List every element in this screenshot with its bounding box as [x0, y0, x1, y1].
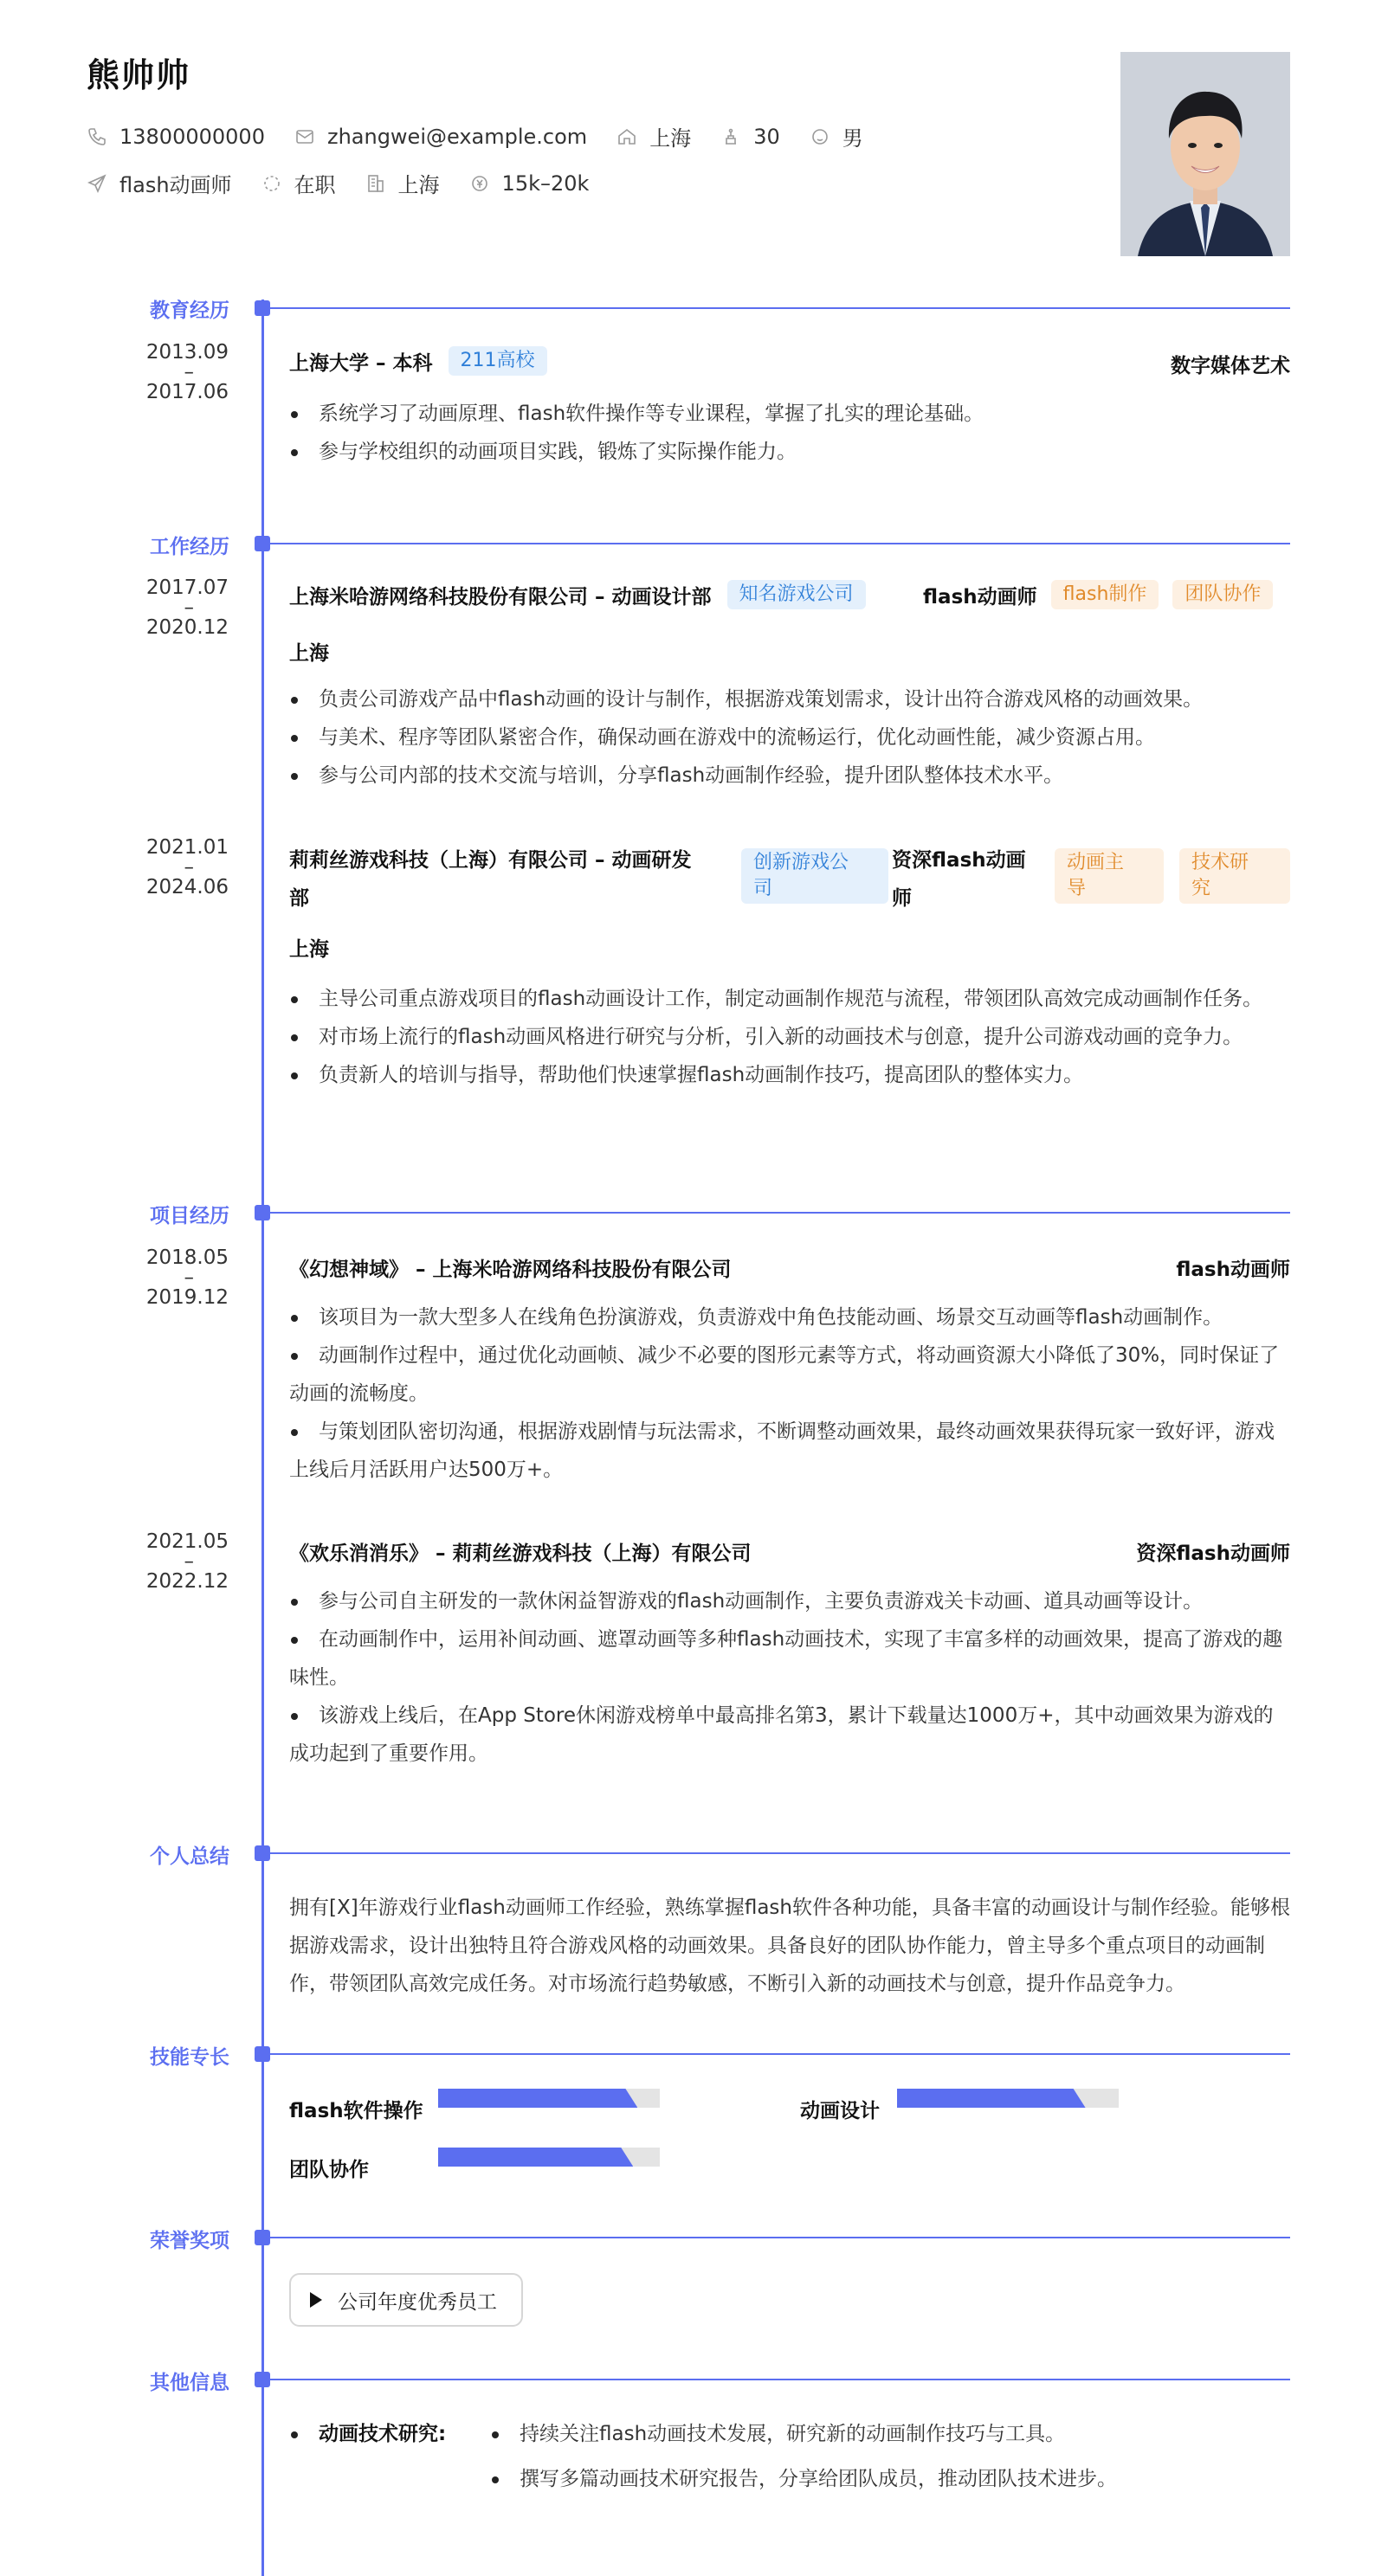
- company-name-line: 莉莉丝游戏科技（上海）有限公司 – 动画研发: [289, 849, 692, 872]
- date-dash: –: [184, 856, 194, 879]
- section-dot: [255, 2372, 270, 2387]
- section-divider: [270, 1852, 1290, 1854]
- skill-bar-track: [438, 2089, 660, 2108]
- position-info: [87, 168, 232, 198]
- gender-text: 男: [842, 126, 863, 151]
- date-end: 2022.12: [145, 1570, 229, 1593]
- city-info: [365, 168, 440, 198]
- building-icon: [365, 173, 386, 194]
- tag-line: 动画主: [1067, 852, 1125, 873]
- date-dash: –: [184, 596, 194, 619]
- list-item: 动画制作过程中，通过优化动画帧、减少不必要的图形元素等方式，将动画资源大小降低了30%，同时保证了动画的流畅度。: [289, 1336, 1290, 1413]
- date-end: 2017.06: [145, 381, 229, 403]
- skill-tag: [1055, 848, 1164, 904]
- salary-info: [469, 171, 590, 196]
- skill-bar-fill: [438, 2089, 637, 2108]
- tag-line: 司: [753, 878, 773, 899]
- play-icon: [310, 2292, 322, 2308]
- salary-icon: [469, 173, 490, 194]
- work-bullets: [289, 680, 1290, 795]
- other-info: [289, 2412, 1290, 2507]
- age-info: [720, 125, 780, 149]
- work-role: [892, 841, 1030, 918]
- phone-info: [87, 125, 265, 149]
- date-dash: –: [184, 1266, 194, 1289]
- skill-tag: flash制作: [1051, 580, 1159, 609]
- gender-info: [810, 121, 863, 151]
- profile-photo: [1120, 52, 1290, 256]
- project-title: 《幻想神域》 – 上海米哈游网络科技股份有限公司: [289, 1259, 732, 1281]
- role-line: 师: [892, 887, 912, 910]
- other-label: 动画技术研究:: [319, 2423, 447, 2445]
- mail-icon: [294, 126, 315, 147]
- work-role-group: [923, 580, 1273, 609]
- section-divider: [270, 2237, 1290, 2238]
- education-date: [130, 341, 229, 403]
- section-title-education: 教育经历: [150, 299, 229, 322]
- job-row: [87, 168, 618, 198]
- position-text: flash动画师: [119, 173, 232, 197]
- company-name: [289, 841, 739, 918]
- company-name: 上海米哈游网络科技股份有限公司 – 动画设计部: [289, 585, 712, 609]
- age-text: 30: [753, 124, 780, 149]
- skill-name: flash软件操作: [289, 2100, 423, 2122]
- status-text: 在职: [294, 173, 336, 197]
- section-divider: [270, 2379, 1290, 2380]
- section-title-other: 其他信息: [150, 2372, 229, 2394]
- list-item: 对市场上流行的flash动画风格进行研究与分析，引入新的动画技术与创意，提升公司游戏动画的竞争力。: [289, 1018, 1290, 1056]
- school-tag: 211高校: [449, 346, 547, 376]
- section-divider: [270, 2053, 1290, 2055]
- list-item: 持续关注flash动画技术发展，研究新的动画制作技巧与工具。: [490, 2412, 1065, 2457]
- section-title-summary: 个人总结: [150, 1845, 229, 1868]
- send-icon: [87, 173, 107, 194]
- summary-text: 拥有[X]年游戏行业flash动画师工作经验，熟练掌握flash软件各种功能，具备丰富的动画设计与制作经验。能够根据游戏需求，设计出独特且符合游戏风格的动画效果。具备良好的团队协作能力，曾主导多个重点项目的动画制作，带领团队高效完成任务。对市场流行趋势敏感，不断引入新的动画技术与创意，提升作品竞争力。: [289, 1897, 1290, 1995]
- date-dash: –: [184, 361, 194, 383]
- resume-header: [87, 48, 1290, 256]
- section-divider: [270, 1212, 1290, 1214]
- section-divider: [270, 543, 1290, 544]
- email-info: [294, 125, 587, 149]
- skill-bar-fill: [897, 2089, 1086, 2108]
- hometown-info: [616, 121, 691, 151]
- section-dot: [255, 536, 270, 551]
- date-end: 2020.12: [145, 616, 229, 639]
- project-role: 资深flash动画师: [1136, 1542, 1290, 1565]
- skill-name: 动画设计: [800, 2100, 880, 2122]
- project-date: [130, 1246, 229, 1309]
- project-bullets: [289, 1582, 1290, 1773]
- skill-item: [289, 2095, 423, 2123]
- gender-icon: [810, 126, 830, 147]
- skill-bar-fill: [438, 2148, 633, 2167]
- date-end: 2019.12: [145, 1286, 229, 1309]
- role-line: 资深flash动画: [892, 849, 1026, 872]
- home-icon: [616, 126, 637, 147]
- phone-icon: [87, 126, 107, 147]
- date-start: 2021.01: [145, 836, 229, 859]
- date-dash: –: [184, 1550, 194, 1573]
- status-icon: [261, 173, 282, 194]
- list-item: 该项目为一款大型多人在线角色扮演游戏，负责游戏中角色技能动画、场景交互动画等flash动画制作。: [289, 1298, 1290, 1336]
- work-company: [289, 580, 866, 609]
- project-bullets: [289, 1298, 1290, 1489]
- work-location: 上海: [289, 642, 329, 665]
- tag-line: 创新游戏公: [753, 852, 849, 873]
- section-divider: [270, 307, 1290, 309]
- candidate-name: 熊帅帅: [87, 56, 191, 94]
- list-item: 该游戏上线后，在App Store休闲游戏榜单中最高排名第3，累计下载量达1000万+，其中动画效果为游戏的成功起到了重要作用。: [289, 1697, 1290, 1773]
- school-name: 上海大学 – 本科: [289, 351, 433, 375]
- tag-line: 究: [1191, 878, 1211, 899]
- work-role: flash动画师: [923, 585, 1037, 609]
- award-chip[interactable]: [289, 2273, 523, 2327]
- salary-text: 15k–20k: [501, 171, 590, 196]
- status-info: [261, 168, 336, 198]
- list-item: 负责新人的培训与指导，帮助他们快速掌握flash动画制作技巧，提高团队的整体实力。: [289, 1056, 1290, 1094]
- list-item: 与策划团队密切沟通，根据游戏剧情与玩法需求，不断调整动画效果，最终动画效果获得玩家一致好评，游戏上线后月活跃用户达500万+。: [289, 1413, 1290, 1489]
- education-bullets: [289, 395, 1290, 471]
- tag-line: 导: [1067, 878, 1087, 899]
- date-start: 2021.05: [145, 1530, 229, 1553]
- phone-text: 13800000000: [119, 124, 265, 149]
- list-item: 参与公司自主研发的一款休闲益智游戏的flash动画制作，主要负责游戏关卡动画、道具动画等设计。: [289, 1582, 1290, 1620]
- age-icon: [720, 126, 741, 147]
- company-tag: [741, 848, 888, 904]
- bullet-dot: [291, 2431, 298, 2438]
- section-title-work: 工作经历: [150, 536, 229, 558]
- date-end: 2024.06: [145, 876, 229, 898]
- list-item: 负责公司游戏产品中flash动画的设计与制作，根据游戏策划需求，设计出符合游戏风格的动画效果。: [289, 680, 1290, 718]
- skill-item: [800, 2095, 880, 2123]
- list-item: 参与学校组织的动画项目实践，锻炼了实际操作能力。: [289, 433, 1290, 471]
- project-date: [130, 1530, 229, 1593]
- company-name-line: 部: [289, 887, 309, 910]
- list-item: 主导公司重点游戏项目的flash动画设计工作，制定动画制作规范与流程，带领团队高效完成动画制作任务。: [289, 980, 1290, 1018]
- skill-tag: 团队协作: [1172, 580, 1273, 609]
- list-item: 参与公司内部的技术交流与培训，分享flash动画制作经验，提升团队整体技术水平。: [289, 757, 1290, 795]
- date-start: 2017.07: [145, 576, 229, 599]
- section-dot: [255, 2046, 270, 2062]
- section-title-awards: 荣誉奖项: [150, 2230, 229, 2252]
- city-text: 上海: [397, 173, 440, 197]
- project-role: flash动画师: [1176, 1259, 1290, 1281]
- work-date: [130, 576, 229, 639]
- date-start: 2013.09: [145, 341, 229, 364]
- section-dot: [255, 300, 270, 316]
- award-label: 公司年度优秀员工: [338, 2290, 497, 2314]
- list-item: 在动画制作中，运用补间动画、遮罩动画等多种flash动画技术，实现了丰富多样的动画效果，提高了游戏的趣味性。: [289, 1620, 1290, 1697]
- skill-item: [289, 2154, 369, 2182]
- skill-name: 团队协作: [289, 2159, 369, 2181]
- list-item: 撰写多篇动画技术研究报告，分享给团队成员，推动团队技术进步。: [490, 2457, 1117, 2502]
- skill-bar-track: [897, 2089, 1119, 2108]
- tag-line: 技术研: [1191, 852, 1249, 873]
- work-location: 上海: [289, 938, 329, 961]
- contact-row: [87, 121, 893, 151]
- list-item: 系统学习了动画原理、flash软件操作等专业课程，掌握了扎实的理论基础。: [289, 395, 1290, 433]
- education-school: [289, 346, 547, 376]
- hometown-text: 上海: [649, 126, 692, 151]
- email-text: zhangwei@example.com: [326, 124, 588, 149]
- company-tag: 知名游戏公司: [727, 580, 866, 609]
- list-item: 与美术、程序等团队紧密合作，确保动画在游戏中的流畅运行，优化动画性能，减少资源占用。: [289, 718, 1290, 757]
- work-date: [130, 836, 229, 898]
- date-start: 2018.05: [145, 1246, 229, 1269]
- section-title-projects: 项目经历: [150, 1205, 229, 1227]
- skill-bar-track: [438, 2148, 660, 2167]
- project-title: 《欢乐消消乐》 – 莉莉丝游戏科技（上海）有限公司: [289, 1542, 752, 1565]
- section-title-skills: 技能专长: [150, 2046, 229, 2069]
- education-major: 数字媒体艺术: [1171, 355, 1290, 377]
- section-dot: [255, 1205, 270, 1220]
- skill-tag: [1179, 848, 1290, 904]
- section-dot: [255, 1845, 270, 1861]
- section-dot: [255, 2230, 270, 2245]
- work-bullets: [289, 980, 1290, 1094]
